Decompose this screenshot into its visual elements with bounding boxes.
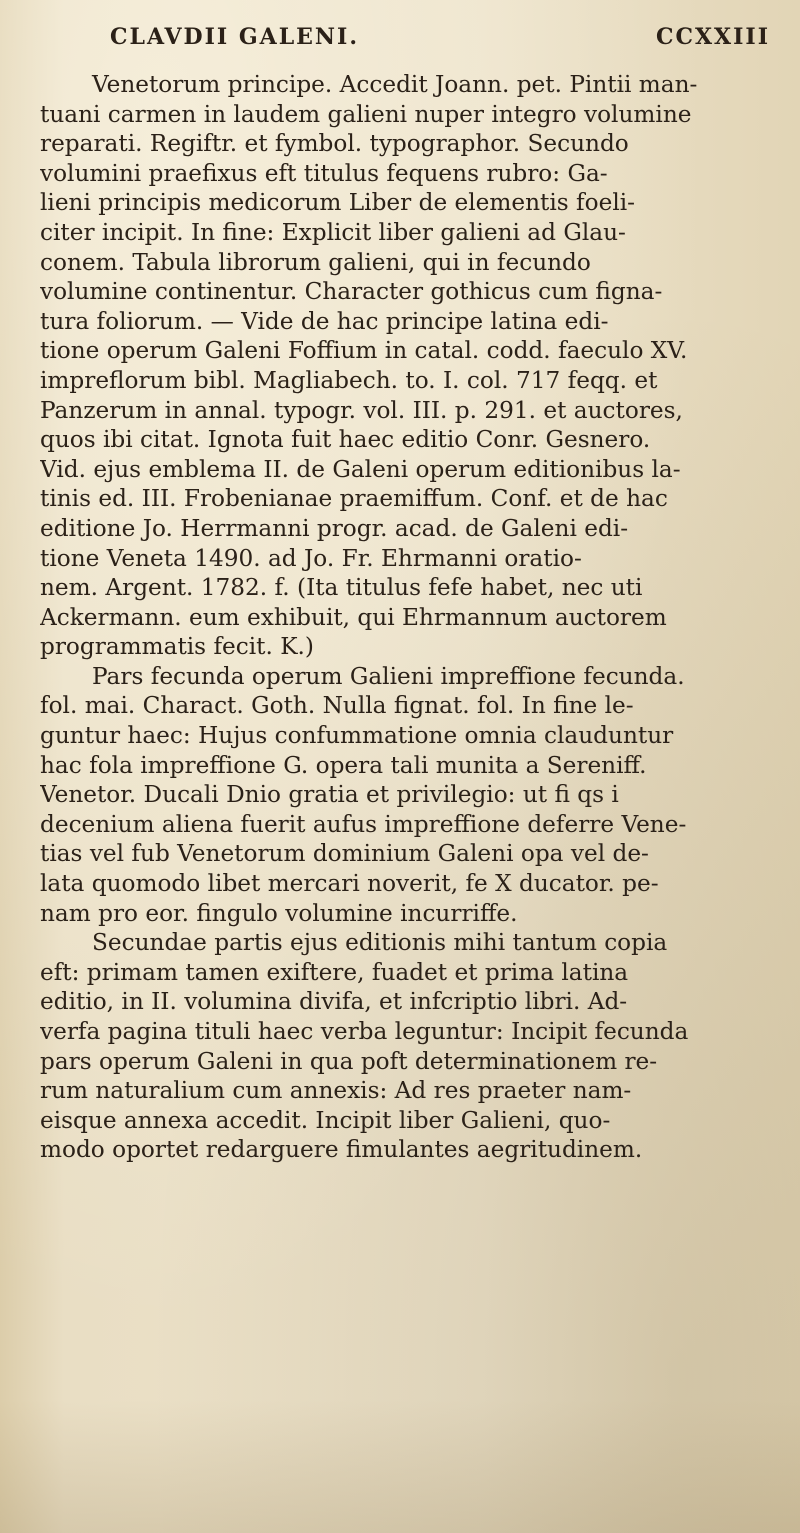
text-line: editio, in II. volumina divifa, et infcriptio libri. Ad- xyxy=(40,988,628,1016)
body-text xyxy=(40,70,760,1165)
running-title: CLAVDII GALENI. xyxy=(110,24,359,50)
text-line: eft: primam tamen exiftere, fuadet et prima latina xyxy=(40,958,629,986)
text-line: reparati. Regiftr. et fymbol. typographor. Secundo xyxy=(40,130,629,158)
text-line: guntur haec: Hujus confummatione omnia clauduntur xyxy=(40,722,674,750)
text-line: quos ibi citat. Ignota fuit haec editio Conr. Gesnero. xyxy=(40,426,651,454)
text-line: citer incipit. In fine: Explicit liber galieni ad Glau- xyxy=(40,218,626,246)
text-line: Vid. ejus emblema II. de Galeni operum editionibus la- xyxy=(40,455,681,483)
text-line: editione Jo. Herrmanni progr. acad. de Galeni edi- xyxy=(40,514,629,542)
text-line: tura foliorum. — Vide de hac principe latina edi- xyxy=(40,307,609,335)
text-line: verfa pagina tituli haec verba leguntur: Incipit fecunda xyxy=(40,1018,689,1045)
text-line: lata quomodo libet mercari noverit, fe X ducator. pe- xyxy=(40,870,659,898)
text-line: pars operum Galeni in qua poft determinationem re- xyxy=(40,1047,658,1075)
text-line: Panzerum in annal. typogr. vol. III. p. 291. et auctores, xyxy=(40,396,683,424)
text-line: Venetor. Ducali Dnio gratia et privilegio: ut fi qs i xyxy=(40,781,619,809)
text-line: fol. mai. Charact. Goth. Nulla fignat. fol. In fine le- xyxy=(40,692,634,720)
text-line: volumini praefixus eft titulus fequens rubro: Ga- xyxy=(40,159,608,187)
text-line: programmatis fecit. K.) xyxy=(40,633,314,661)
text-line: impreflorum bibl. Magliabech. to. I. col. 717 feqq. et xyxy=(40,366,658,394)
page-number: CCXXIII xyxy=(655,24,770,50)
text-line: tias vel fub Venetorum dominium Galeni opa vel de- xyxy=(40,840,649,868)
text-line: modo oportet redarguere fimulantes aegritudinem. xyxy=(40,1136,643,1164)
text-line: tinis ed. III. Frobenianae praemiffum. Conf. et de hac xyxy=(40,485,668,513)
text-line: tuani carmen in laudem galieni nuper integro volumine xyxy=(40,100,692,128)
text-line: volumine continentur. Character gothicus cum figna- xyxy=(40,278,663,306)
text-line: Venetorum principe. Accedit Joann. pet. Pintii man- xyxy=(92,71,698,98)
text-line: Secundae partis ejus editionis mihi tantum copia xyxy=(92,929,668,957)
text-line: tione operum Galeni Foffium in catal. codd. faeculo XV. xyxy=(40,337,688,365)
text-line: eisque annexa accedit. Incipit liber Galieni, quo- xyxy=(40,1106,611,1134)
text-line: decenium aliena fuerit aufus impreffione deferre Vene- xyxy=(40,810,687,838)
text-line: rum naturalium cum annexis: Ad res praeter nam- xyxy=(40,1077,632,1105)
text-line: Pars fecunda operum Galieni impreffione fecunda. xyxy=(92,662,685,690)
text-line: Ackermann. eum exhibuit, qui Ehrmannum auctorem xyxy=(40,603,667,631)
text-line: conem. Tabula librorum galieni, qui in fecundo xyxy=(40,248,591,276)
text-line: nem. Argent. 1782. f. (Ita titulus fefe habet, nec uti xyxy=(40,574,643,602)
text-line: nam pro eor. fingulo volumine incurriffe. xyxy=(40,899,518,927)
paper-stain xyxy=(0,1400,800,1533)
text-line: hac fola impreffione G. opera tali munita a Sereniff. xyxy=(40,751,647,779)
page-header xyxy=(110,20,770,56)
text-line: tione Veneta 1490. ad Jo. Fr. Ehrmanni oratio- xyxy=(40,544,582,572)
text-line: lieni principis medicorum Liber de elementis foeli- xyxy=(40,189,635,217)
